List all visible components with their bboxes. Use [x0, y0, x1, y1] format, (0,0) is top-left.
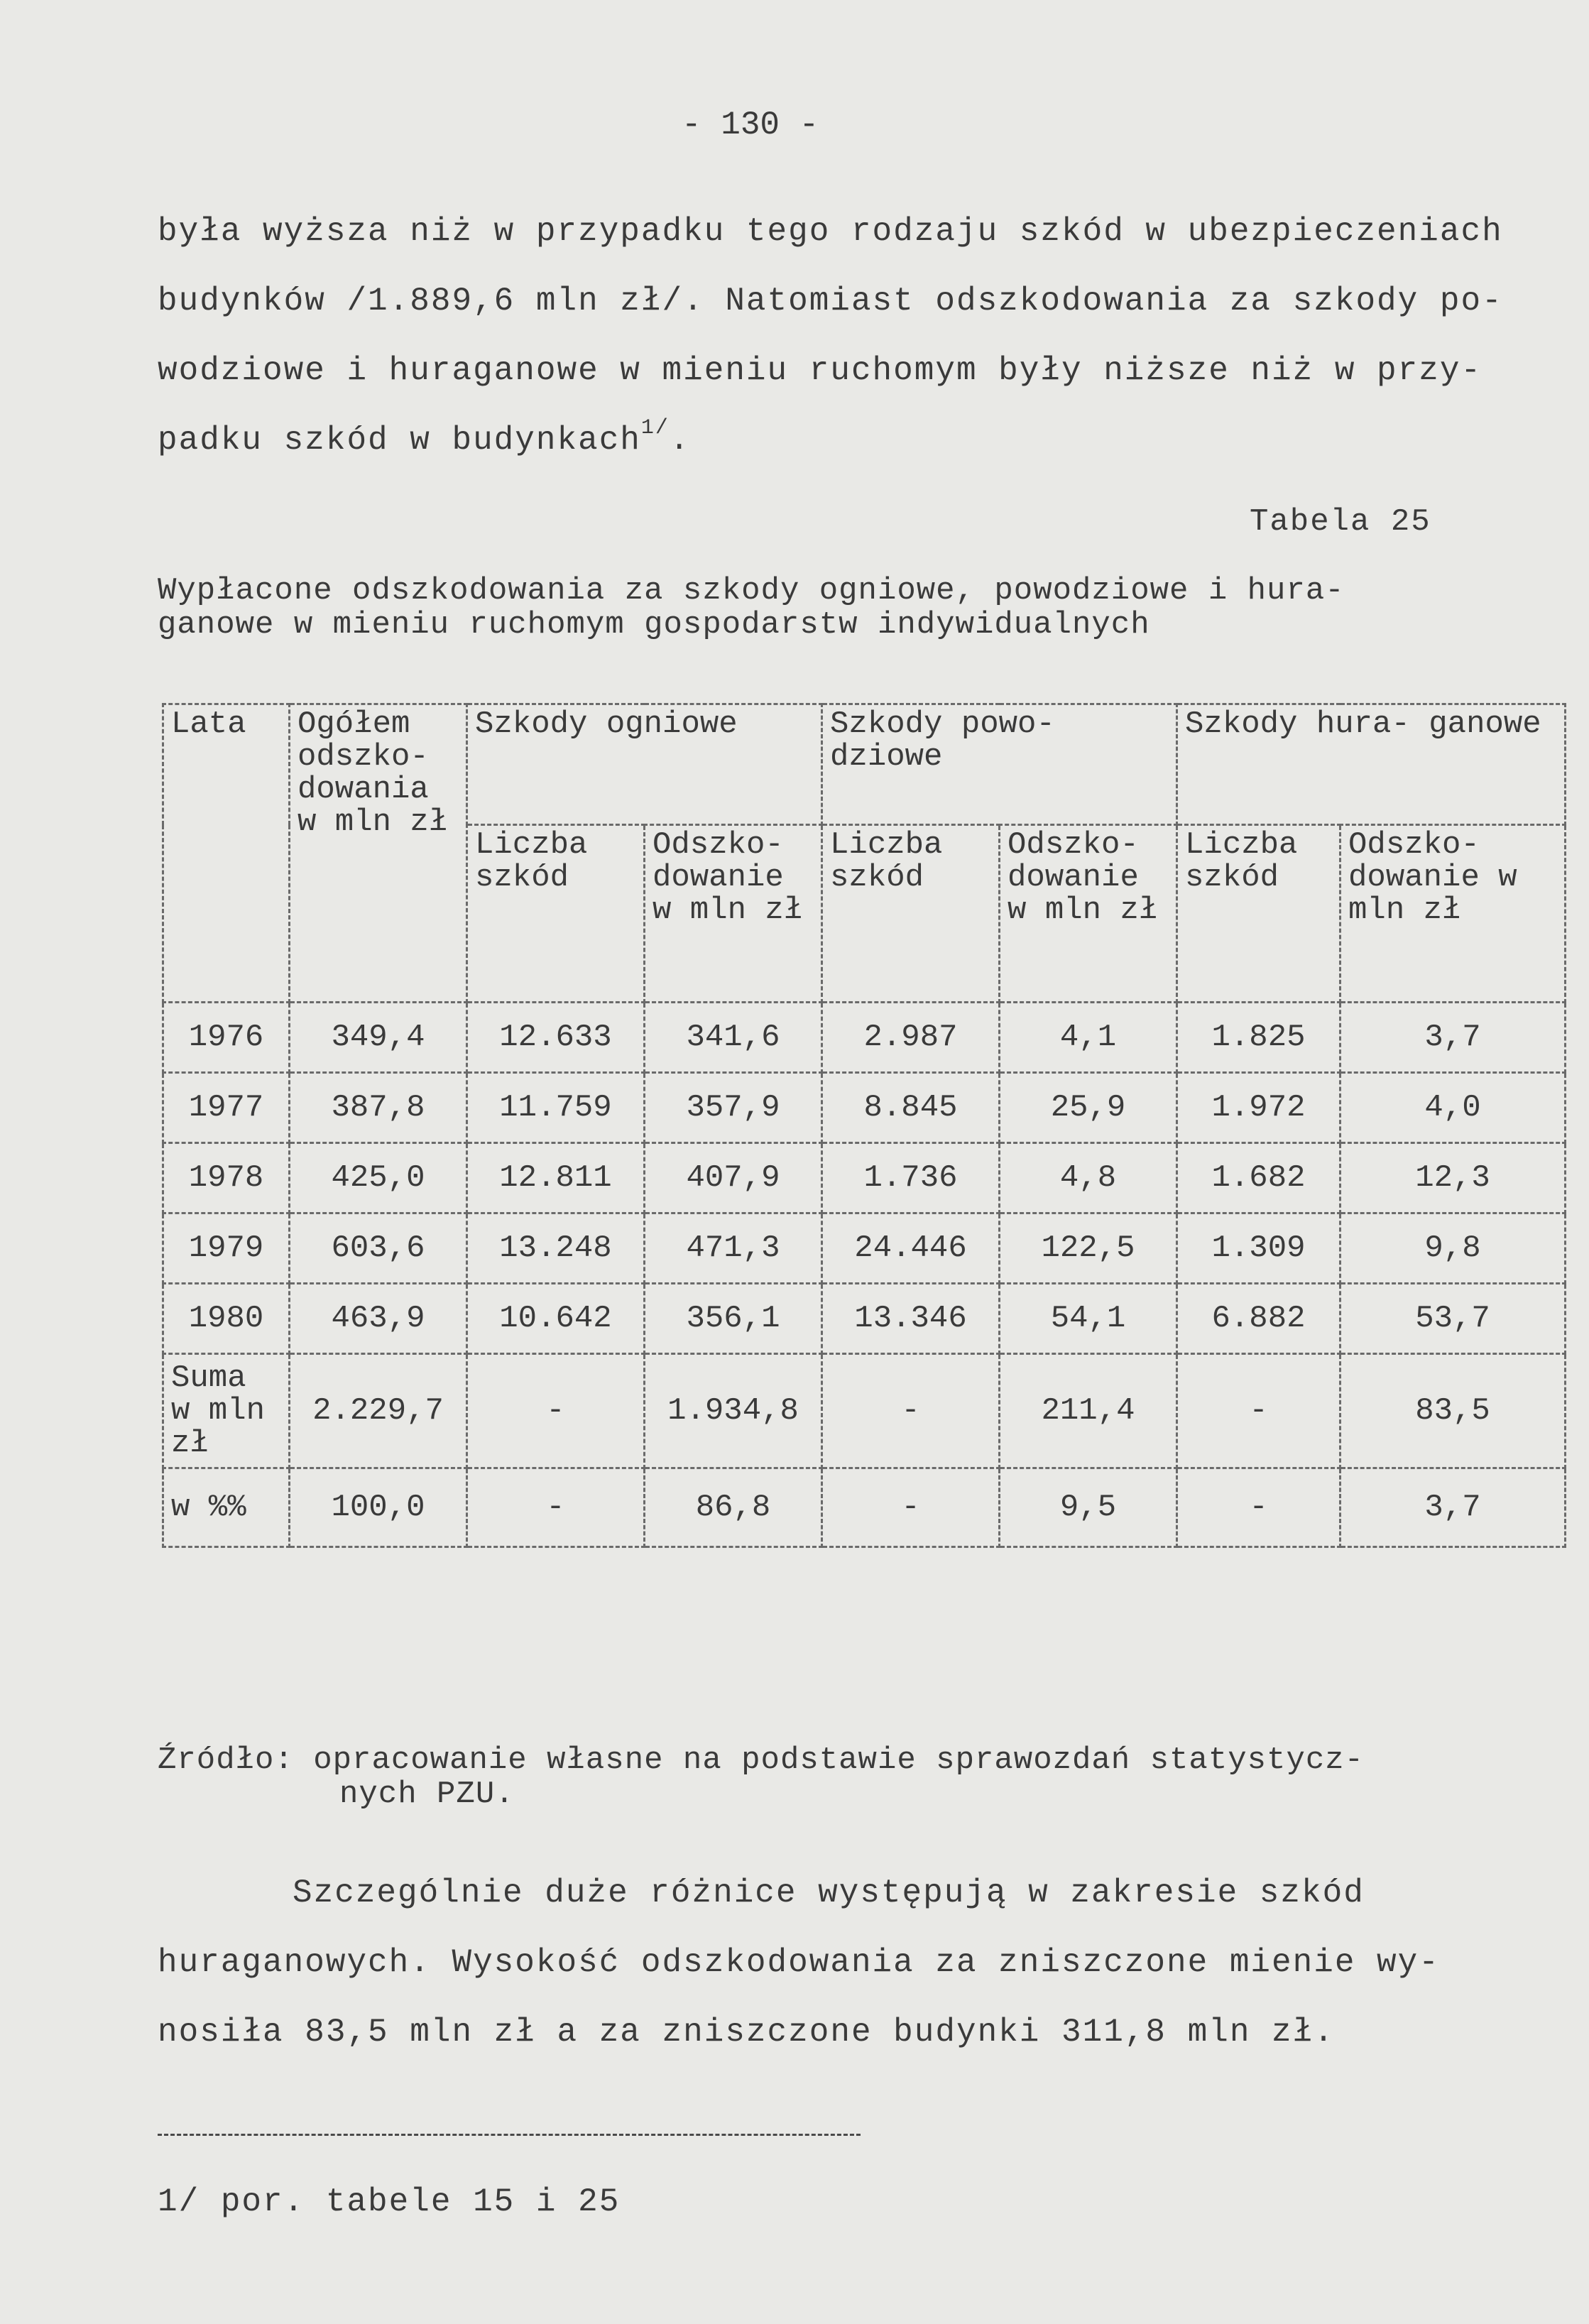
sum-hurr-comp: 83,5: [1340, 1354, 1566, 1468]
cell-hurr-comp: 4,0: [1340, 1073, 1566, 1143]
header-total: Ogółem odszko- dowania w mln zł: [290, 704, 467, 1003]
percent-label: w %%: [163, 1468, 290, 1547]
footnote: 1/ por. tabele 15 i 25: [158, 2183, 621, 2220]
cell-hurr-comp: 3,7: [1340, 1003, 1566, 1073]
closing-line: nosiła 83,5 mln zł a za zniszczone budynki 311,8 mln zł.: [158, 2014, 1335, 2051]
header-fire: Szkody ogniowe: [467, 704, 822, 825]
cell-fire-comp: 407,9: [645, 1143, 822, 1213]
sum-fire-comp: 1.934,8: [645, 1354, 822, 1468]
cell-total: 425,0: [290, 1143, 467, 1213]
cell-fire-count: 12.811: [467, 1143, 645, 1213]
header-years: Lata: [163, 704, 290, 1003]
compensation-table: [162, 703, 1566, 1548]
cell-hurr-count: 1.825: [1177, 1003, 1340, 1073]
header-hurr-comp: Odszko- dowanie w mln zł: [1340, 825, 1566, 1003]
percent-fire-count: -: [467, 1468, 645, 1547]
cell-fire-comp: 341,6: [645, 1003, 822, 1073]
cell-hurr-count: 6.882: [1177, 1284, 1340, 1354]
cell-flood-comp: 25,9: [1000, 1073, 1177, 1143]
cell-year: 1976: [163, 1003, 290, 1073]
header-fire-count: Liczba szkód: [467, 825, 645, 1003]
table-row: [163, 1213, 1566, 1284]
cell-hurr-comp: 12,3: [1340, 1143, 1566, 1213]
cell-flood-count: 1.736: [822, 1143, 1000, 1213]
cell-fire-comp: 357,9: [645, 1073, 822, 1143]
cell-fire-count: 11.759: [467, 1073, 645, 1143]
cell-fire-count: 13.248: [467, 1213, 645, 1284]
percent-hurr-comp: 3,7: [1340, 1468, 1566, 1547]
sum-flood-comp: 211,4: [1000, 1354, 1177, 1468]
cell-fire-count: 12.633: [467, 1003, 645, 1073]
percent-hurr-count: -: [1177, 1468, 1340, 1547]
caption-line: ganowe w mieniu ruchomym gospodarstw indywidualnych: [158, 607, 1150, 643]
percent-section: [163, 1468, 1566, 1547]
header-fire-comp: Odszko- dowanie w mln zł: [645, 825, 822, 1003]
table-row: [163, 1143, 1566, 1213]
intro-line-last: [158, 416, 1563, 491]
sum-hurr-count: -: [1177, 1354, 1340, 1468]
footnote-reference: 1/: [640, 416, 670, 440]
header-hurricane: Szkody hura- ganowe: [1177, 704, 1566, 825]
cell-hurr-count: 1.972: [1177, 1073, 1340, 1143]
cell-fire-comp: 356,1: [645, 1284, 822, 1354]
cell-flood-comp: 122,5: [1000, 1213, 1177, 1284]
source-note: [158, 1743, 1364, 1811]
table-row: [163, 1284, 1566, 1354]
closing-line: huraganowych. Wysokość odszkodowania za zniszczone mienie wy-: [158, 1944, 1440, 1981]
cell-total: 463,9: [290, 1284, 467, 1354]
cell-flood-comp: 54,1: [1000, 1284, 1177, 1354]
cell-hurr-comp: 53,7: [1340, 1284, 1566, 1354]
cell-fire-comp: 471,3: [645, 1213, 822, 1284]
cell-flood-comp: 4,8: [1000, 1143, 1177, 1213]
percent-fire-comp: 86,8: [645, 1468, 822, 1547]
caption-line: Wypłacone odszkodowania za szkody ogniowe, powodziowe i hura-: [158, 573, 1345, 609]
table-caption: [158, 574, 1345, 642]
cell-total: 387,8: [290, 1073, 467, 1143]
cell-hurr-count: 1.682: [1177, 1143, 1340, 1213]
cell-year: 1980: [163, 1284, 290, 1354]
intro-end-punct: .: [669, 422, 691, 459]
cell-flood-count: 13.346: [822, 1284, 1000, 1354]
sum-total: 2.229,7: [290, 1354, 467, 1468]
sum-section: [163, 1354, 1566, 1468]
cell-flood-count: 2.987: [822, 1003, 1000, 1073]
percent-flood-count: -: [822, 1468, 1000, 1547]
table-row: [163, 1073, 1566, 1143]
cell-total: 349,4: [290, 1003, 467, 1073]
cell-total: 603,6: [290, 1213, 467, 1284]
sum-fire-count: -: [467, 1354, 645, 1468]
sum-flood-count: -: [822, 1354, 1000, 1468]
table-row: [163, 1003, 1566, 1073]
closing-line: Szczególnie duże różnice występują w zakresie szkód: [293, 1875, 1365, 1911]
header-flood-comp: Odszko- dowanie w mln zł: [1000, 825, 1177, 1003]
intro-line: budynków /1.889,6 mln zł/. Natomiast odszkodowania za szkody po-: [158, 283, 1503, 320]
header-flood: Szkody powo- dziowe: [822, 704, 1177, 825]
percent-total: 100,0: [290, 1468, 467, 1547]
intro-line: wodziowe i huraganowe w mieniu ruchomym były niższe niż w przy-: [158, 352, 1482, 389]
cell-hurr-comp: 9,8: [1340, 1213, 1566, 1284]
cell-year: 1977: [163, 1073, 290, 1143]
source-line: Źródło: opracowanie własne na podstawie sprawozdań statystycz-: [158, 1742, 1365, 1778]
closing-paragraph: [158, 1875, 1563, 2083]
cell-flood-count: 24.446: [822, 1213, 1000, 1284]
percent-flood-comp: 9,5: [1000, 1468, 1177, 1547]
cell-flood-comp: 4,1: [1000, 1003, 1177, 1073]
header-hurr-count: Liczba szkód: [1177, 825, 1340, 1003]
percent-row: [163, 1468, 1566, 1547]
intro-paragraph: [158, 213, 1563, 491]
header-flood-count: Liczba szkód: [822, 825, 1000, 1003]
table-label: Tabela 25: [1250, 504, 1431, 540]
table-body: [163, 1003, 1566, 1354]
intro-line-text: padku szkód w budynkach: [158, 422, 641, 459]
cell-year: 1979: [163, 1213, 290, 1284]
sum-row: [163, 1354, 1566, 1468]
page-number: - 130 -: [682, 107, 819, 143]
sum-label: Suma w mln zł: [163, 1354, 290, 1468]
footnote-divider: [158, 2134, 861, 2136]
source-line: nych PZU.: [339, 1777, 515, 1812]
cell-year: 1978: [163, 1143, 290, 1213]
cell-fire-count: 10.642: [467, 1284, 645, 1354]
cell-hurr-count: 1.309: [1177, 1213, 1340, 1284]
cell-flood-count: 8.845: [822, 1073, 1000, 1143]
intro-line: była wyższa niż w przypadku tego rodzaju szkód w ubezpieczeniach: [158, 213, 1503, 250]
